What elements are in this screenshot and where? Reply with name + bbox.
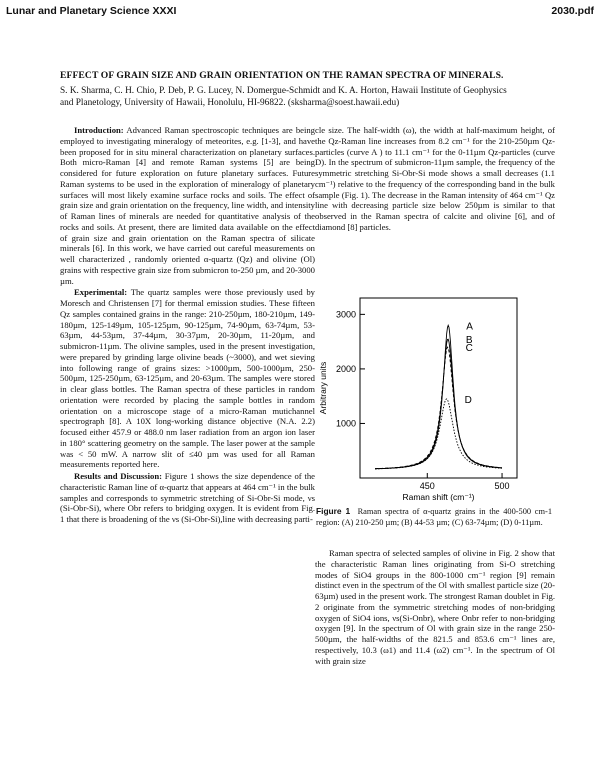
right-top-paragraph: cle size. The half-width (ω), the width at half-maximum height, of the Qz-Raman line increases from 8.2 cm⁻¹ for the 210-250µm Qz-particles (curve A ) to 11.1 cm⁻¹ for the 0-11µm Qz-particles (curve D). In the spectrum of submicron-11µm sample, the frequency of the symmetric stretching Si-Obr-Si mode shows a small decreases (1.1 cm⁻¹) relative to the frequency of the corresponding band in the bulk sample (Fig. 1). The decrease in the Raman intensity of 464 cm⁻¹ Qz line with decreasing particle size below 250µm is similar to that observed in the Raman spectra of calcite and olivine [6], and of diamond [8] particles.	[315, 125, 555, 232]
right-column-bottom	[315, 548, 555, 667]
results-heading: Results and Discussion:	[74, 471, 162, 481]
right-bottom-paragraph: Raman spectra of selected samples of olivine in Fig. 2 show that the characteristic Raman lines originating from Si-O stretching modes of SiO4 groups in the 800-1000 cm⁻¹ region [9] remain distinct even in the spectrum of the Ol with smallest particle size (20-63µm) used in the present work. The strongest Raman doublet in Fig. 2 originate from the symmetric stretching modes of non-bridging oxygen of SiO4 ions, νs(Si-Onbr), where Onbr refer to non-bridging oxygen [9]. In the spectrum of Ol with grain size in the range 250-500µm, the half-widths of the 821.5 and 853.6 cm⁻¹ lines are, respectively, 10.3 (ω1) and 11.4 (ω2) cm⁻¹. In the spectrum of Ol with grain size	[315, 548, 555, 666]
y-tick-label: 1000	[335, 418, 356, 429]
figure-caption-text: Raman spectra of α-quartz grains in the 400-500 cm-1 region: (A) 210-250 µm; (B) 44-53 µm; (C) 63-74µm; (D) 0-11µm.	[316, 507, 553, 527]
x-axis-label: Raman shift (cm⁻¹)	[402, 492, 475, 502]
paper-title: EFFECT OF GRAIN SIZE AND GRAIN ORIENTATION ON THE RAMAN SPECTRA OF MINERALS.	[60, 70, 504, 81]
series-line-a	[375, 325, 502, 469]
results-text: Figure 1 shows the size dependence of the characteristic Raman line of α-quartz that appears at 464 cm⁻¹ in the bulk samples and corresponds to symmetric stretching of Si-Obr-Si mode, νs (Si-Obr-Si), where Obr refers to bridging oxygen. It is evident from Fig. 1 that there is broadening of the νs (Si-Obr-Si),line with decreasing parti-	[60, 471, 315, 524]
conference-header: Lunar and Planetary Science XXXI	[6, 5, 177, 17]
intro-paragraph	[60, 125, 315, 286]
intro-text: Advanced Raman spectroscopic techniques are being employed to investigating mineralogy of meteorites, e.g. [1-3], and have been proposed for in situ mineral characterization on planetary surfaces. Both micro-Raman [4] and remote Raman systems [5] are being considered for future exploration on future planetary surfaces. Future Raman systems to be used in the exploration of mineralogy of planetary surfaces will most likely examine surface rocks and soils. The effect of grain size and grain orientation on the frequency, line width, and intensity of Raman lines of minerals are needed for quantitative analysis of the rocks and soils. At present, there are limited data available on the effect of grain size and grain orientation on the Raman spectra of silicate minerals [6]. In this work, we have carried out careful measurements on well characterized , randomly oriented α-quartz (Qz) and olivine (Ol) grains with respective grain size from submicron to-250 µm, and 20-3000 µm.	[60, 125, 315, 286]
series-label-c: C	[465, 343, 473, 355]
series-line-c	[375, 347, 502, 469]
authors-line-2: and Planetology, University of Hawaii, Honolulu, HI-96822. (sksharma@soest.hawaii.edu)	[60, 98, 400, 108]
plot-frame	[360, 298, 517, 478]
series-line-d	[375, 399, 502, 469]
figure-1-chart	[312, 288, 552, 503]
y-axis-label: Arbitrary units	[318, 361, 328, 415]
series-line-b	[375, 339, 502, 469]
x-tick-label: 450	[419, 481, 435, 491]
intro-heading: Introduction:	[74, 125, 124, 135]
document-id: 2030.pdf	[551, 5, 594, 17]
y-tick-label: 3000	[335, 309, 356, 320]
series-label-b: B	[465, 334, 473, 346]
series-label-a: A	[466, 321, 473, 333]
figure-caption	[316, 506, 552, 528]
right-column-top	[315, 125, 555, 234]
experimental-heading: Experimental:	[74, 287, 128, 298]
left-column	[60, 125, 315, 526]
series-label-d: D	[464, 394, 472, 406]
authors-line-1: S. K. Sharma, C. H. Chio, P. Deb, P. G. Lucey, N. Domergue-Schmidt and K. A. Horton, Hawaii Institute of Geophysics	[60, 86, 507, 96]
results-paragraph	[60, 471, 315, 525]
figure-label: Figure 1	[316, 506, 351, 516]
x-tick-label: 500	[494, 481, 510, 491]
y-tick-label: 2000	[335, 363, 356, 374]
experimental-paragraph	[60, 287, 315, 470]
experimental-text: The quartz samples were those previously used by Moresch and Christensen [7] for thermal emission studies. These fifteen Qz samples contained grains in the range: 210-250µm, 180-210µm, 149-180µm, 125-149µm, 105-125µm, 90-125µm, 74-90µm, 63-74µm, 53-63µm, 44-53µm, 37-44µm, 30-37µm, 20-30µm, 11-20µm, and submicron-11µm. The olivine samples, used in the present investigation, were prepared by grinding large olivine beads (~3000), and wet sieving into following range of grains sizes: >1000µm, 500-1000µm, 250-500µm, 125-250µm, 63-125µm, and 20-63µm. The samples were stored in clear glass bottles. The Raman spectra of these particles in random orientation were recorded by placing the sample bottles in random orientation on a microscope stage of a micro-Raman mutichannel spectrograph [8]. A 10X long-working distance objective (N.A. 2.2) focused either 457.9 or 488.0 nm laser radiation from an argon ion laser in 180° scattering geometry on the sample. The laser power at the sample was < 50 mW. A narrow slit of ≤40 µm was used for all Raman measurements reported here.	[60, 287, 315, 470]
